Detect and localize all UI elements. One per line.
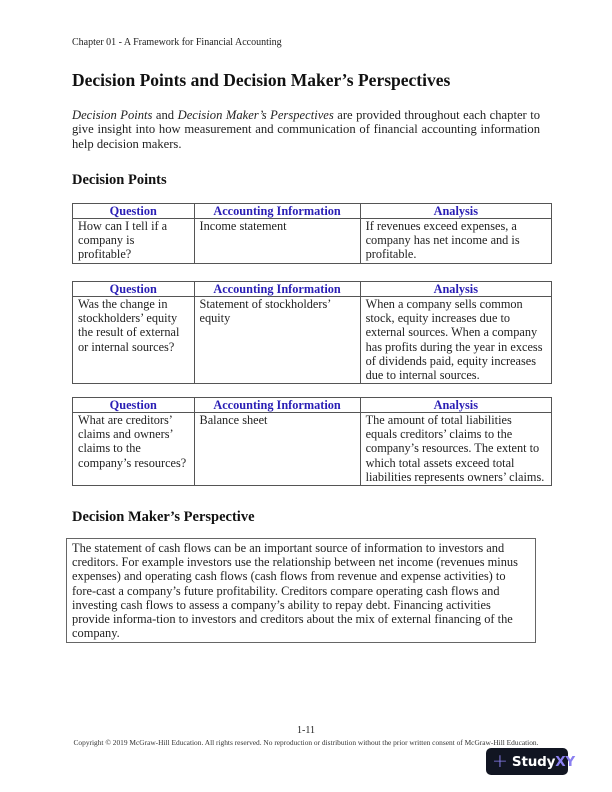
column-header-analysis: Analysis xyxy=(360,204,551,219)
plus-icon: + xyxy=(492,750,508,772)
brand-name xyxy=(512,754,575,770)
table-header-row xyxy=(73,398,552,413)
decision-makers-perspective-heading: Decision Maker’s Perspective xyxy=(72,509,255,525)
column-header-accounting-information: Accounting Information xyxy=(194,398,360,413)
brand-main: Study xyxy=(511,753,556,770)
table-header-row xyxy=(73,282,552,297)
accounting-information-cell: Balance sheet xyxy=(194,413,360,486)
studyxy-watermark-badge[interactable] xyxy=(486,748,575,775)
intro-and: and xyxy=(152,108,178,122)
question-cell: What are creditors’ claims and owners’ claims to the company’s resources? xyxy=(73,413,195,486)
brand-accent: XY xyxy=(555,753,575,770)
chapter-header: Chapter 01 - A Framework for Financial Accounting xyxy=(72,37,282,48)
decision-points-heading: Decision Points xyxy=(72,172,167,188)
table-row xyxy=(73,219,552,264)
table-row xyxy=(73,413,552,486)
intro-rest: are provided throughout each chapter to give insight into how measurement and communication of financial accounting information help decision makers. xyxy=(72,108,541,151)
decision-points-table-2 xyxy=(72,281,552,384)
analysis-cell: When a company sells common stock, equity increases due to external sources. When a company has profits during the year in excess of dividends paid, equity increases due to internal sources. xyxy=(360,297,551,384)
perspective-text: The statement of cash flows can be an important source of information to investors and creditors. For example investors use the relationship between net income (revenues minus expenses) and operating cash flows (cash flows from revenue and expense activities) to fore-cast a company’s future profitability. Creditors compare operating cash flows and investing cash flows to assess a company’s ability to repay debt. Financing activities provide informa-tion to investors and creditors about the mix of external financing of the company. xyxy=(72,541,518,641)
question-cell: How can I tell if a company is profitable? xyxy=(73,219,195,264)
table-row xyxy=(73,297,552,384)
column-header-question: Question xyxy=(73,398,195,413)
page-title: Decision Points and Decision Maker’s Perspectives xyxy=(72,70,451,90)
column-header-question: Question xyxy=(73,204,195,219)
intro-italic-decision-points: Decision Points xyxy=(72,108,153,122)
column-header-question: Question xyxy=(73,282,195,297)
perspective-box xyxy=(66,538,536,643)
intro-italic-perspectives: Decision Maker’s Perspectives xyxy=(177,108,334,122)
column-header-analysis: Analysis xyxy=(360,282,551,297)
analysis-cell: The amount of total liabilities equals creditors’ claims to the company’s resources. The extent to which total assets exceed total liabilities represents owners’ claims. xyxy=(360,413,551,486)
column-header-accounting-information: Accounting Information xyxy=(194,204,360,219)
decision-points-table-3 xyxy=(72,397,552,486)
intro-paragraph xyxy=(72,108,540,151)
decision-points-table-1 xyxy=(72,203,552,264)
copyright-notice: Copyright © 2019 McGraw-Hill Education. All rights reserved. No reproduction or distribution without the prior written consent of McGraw-Hill Education. xyxy=(73,738,539,747)
column-header-analysis: Analysis xyxy=(360,398,551,413)
question-cell: Was the change in stockholders’ equity the result of external or internal sources? xyxy=(73,297,195,384)
accounting-information-cell: Statement of stockholders’ equity xyxy=(194,297,360,384)
column-header-accounting-information: Accounting Information xyxy=(194,282,360,297)
page-number: 1-11 xyxy=(297,725,315,736)
analysis-cell: If revenues exceed expenses, a company has net income and is profitable. xyxy=(360,219,551,264)
accounting-information-cell: Income statement xyxy=(194,219,360,264)
table-header-row xyxy=(73,204,552,219)
